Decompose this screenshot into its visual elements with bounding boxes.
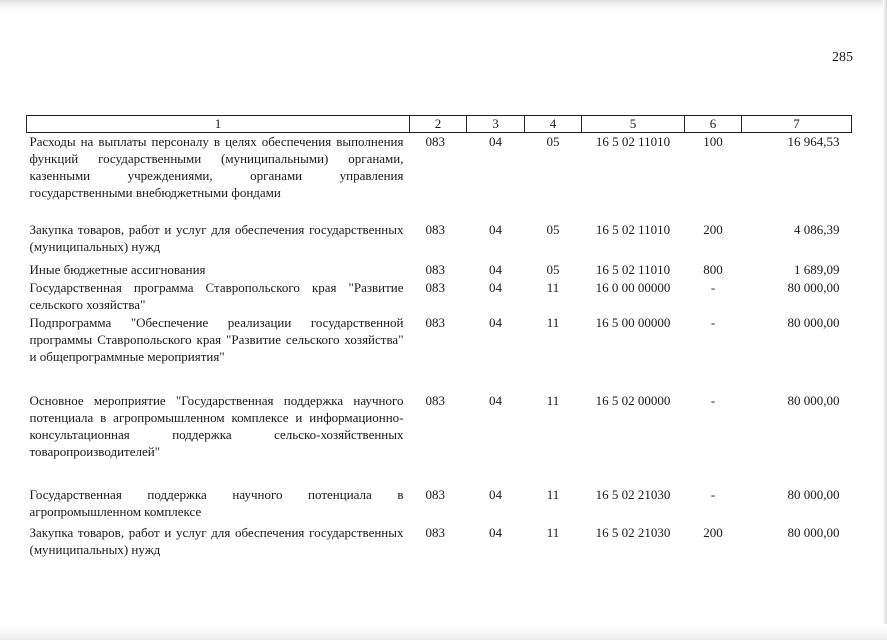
row-subsection: 11 (546, 486, 560, 502)
col-header-2: 2 (410, 116, 467, 133)
row-subsection: 11 (546, 524, 560, 540)
row-description: Закупка товаров, работ и услуг для обеспечения государственных (муниципальных) нужд (29, 524, 404, 557)
table-body (27, 133, 852, 560)
row-ministry-code: 083 (425, 279, 445, 295)
row-ministry-code: 083 (425, 524, 445, 540)
header-row (27, 116, 852, 133)
scan-edge-right (883, 0, 887, 640)
row-section: 04 (489, 134, 502, 149)
row-section: 04 (489, 486, 502, 502)
row-target-article: 16 5 02 00000 (595, 392, 671, 408)
table-header (27, 116, 852, 133)
row-section: 04 (489, 524, 502, 540)
scan-edge-bottom (0, 624, 887, 640)
row-amount: 80 000,00 (787, 524, 840, 540)
row-expense-type: - (710, 314, 716, 330)
row-expense-type: 200 (703, 221, 723, 237)
table-row (27, 486, 852, 524)
row-description: Государственная программа Ставропольского края "Развитие сельского хозяйства" (29, 279, 404, 312)
row-description: Подпрограмма "Обеспечение реализации государственной программы Ставропольского края "Развитие сельского хозяйства" и общепрограммные мероприятия" (29, 314, 404, 364)
row-target-article: 16 5 02 21030 (595, 524, 671, 540)
col-header-7: 7 (742, 116, 852, 133)
row-expense-type: - (710, 486, 716, 502)
row-section: 04 (489, 314, 502, 330)
table-row (27, 314, 852, 392)
row-description: Основное мероприятие "Государственная поддержка научного потенциала в агропромышленном комплексе и информационно-консультационная поддержка сельско-хозяйственных товаропроизводителей" (29, 392, 404, 459)
row-ministry-code: 083 (425, 486, 445, 502)
row-target-article: 16 5 02 11010 (595, 261, 671, 277)
row-ministry-code: 083 (425, 221, 445, 237)
row-ministry-code: 083 (425, 314, 445, 330)
row-description: Государственная поддержка научного потенциала в агропромышленном комплексе (29, 486, 404, 519)
table-row (27, 279, 852, 314)
budget-table (26, 115, 852, 560)
col-header-3: 3 (467, 116, 525, 133)
row-amount: 80 000,00 (787, 279, 840, 295)
row-section: 04 (489, 221, 502, 237)
page-number: 285 (832, 50, 853, 65)
row-expense-type: 800 (703, 261, 723, 277)
row-expense-type: - (710, 279, 716, 295)
row-section: 04 (489, 392, 502, 408)
scan-edge-top (0, 0, 887, 10)
col-header-6: 6 (685, 116, 742, 133)
table-row (27, 524, 852, 560)
table-row (27, 261, 852, 279)
table-row (27, 221, 852, 261)
row-section: 04 (489, 279, 502, 295)
row-subsection: 11 (546, 279, 560, 295)
row-target-article: 16 0 00 00000 (595, 279, 671, 295)
table-row (27, 133, 852, 221)
row-target-article: 16 5 00 00000 (595, 314, 671, 330)
row-description: Расходы на выплаты персоналу в целях обеспечения выполнения функций государственными (муниципальными) органами, казенными учреждениями, органами управления государственными внебюджетными фондами (29, 134, 404, 200)
row-target-article: 16 5 02 11010 (595, 134, 671, 149)
row-ministry-code: 083 (425, 392, 445, 408)
row-target-article: 16 5 02 21030 (595, 486, 671, 502)
row-description: Иные бюджетные ассигнования (29, 261, 206, 277)
row-subsection: 05 (546, 134, 560, 149)
col-header-4: 4 (525, 116, 582, 133)
row-target-article: 16 5 02 11010 (595, 221, 671, 237)
row-subsection: 11 (546, 392, 560, 408)
table-row (27, 392, 852, 486)
row-description: Закупка товаров, работ и услуг для обеспечения государственных (муниципальных) нужд (29, 221, 404, 254)
row-amount: 16 964,53 (787, 134, 840, 149)
col-header-5: 5 (582, 116, 685, 133)
row-amount: 80 000,00 (787, 392, 840, 408)
row-expense-type: 100 (703, 134, 723, 149)
row-amount: 1 689,09 (794, 261, 840, 277)
row-subsection: 05 (546, 221, 560, 237)
row-subsection: 11 (546, 314, 560, 330)
row-expense-type: - (710, 392, 716, 408)
row-subsection: 05 (546, 261, 560, 277)
col-header-1: 1 (27, 116, 410, 133)
row-amount: 80 000,00 (787, 486, 840, 502)
row-ministry-code: 083 (425, 134, 445, 149)
row-amount: 4 086,39 (794, 221, 840, 237)
row-expense-type: 200 (703, 524, 723, 540)
row-ministry-code: 083 (425, 261, 445, 277)
row-section: 04 (489, 261, 502, 277)
row-amount: 80 000,00 (787, 314, 840, 330)
